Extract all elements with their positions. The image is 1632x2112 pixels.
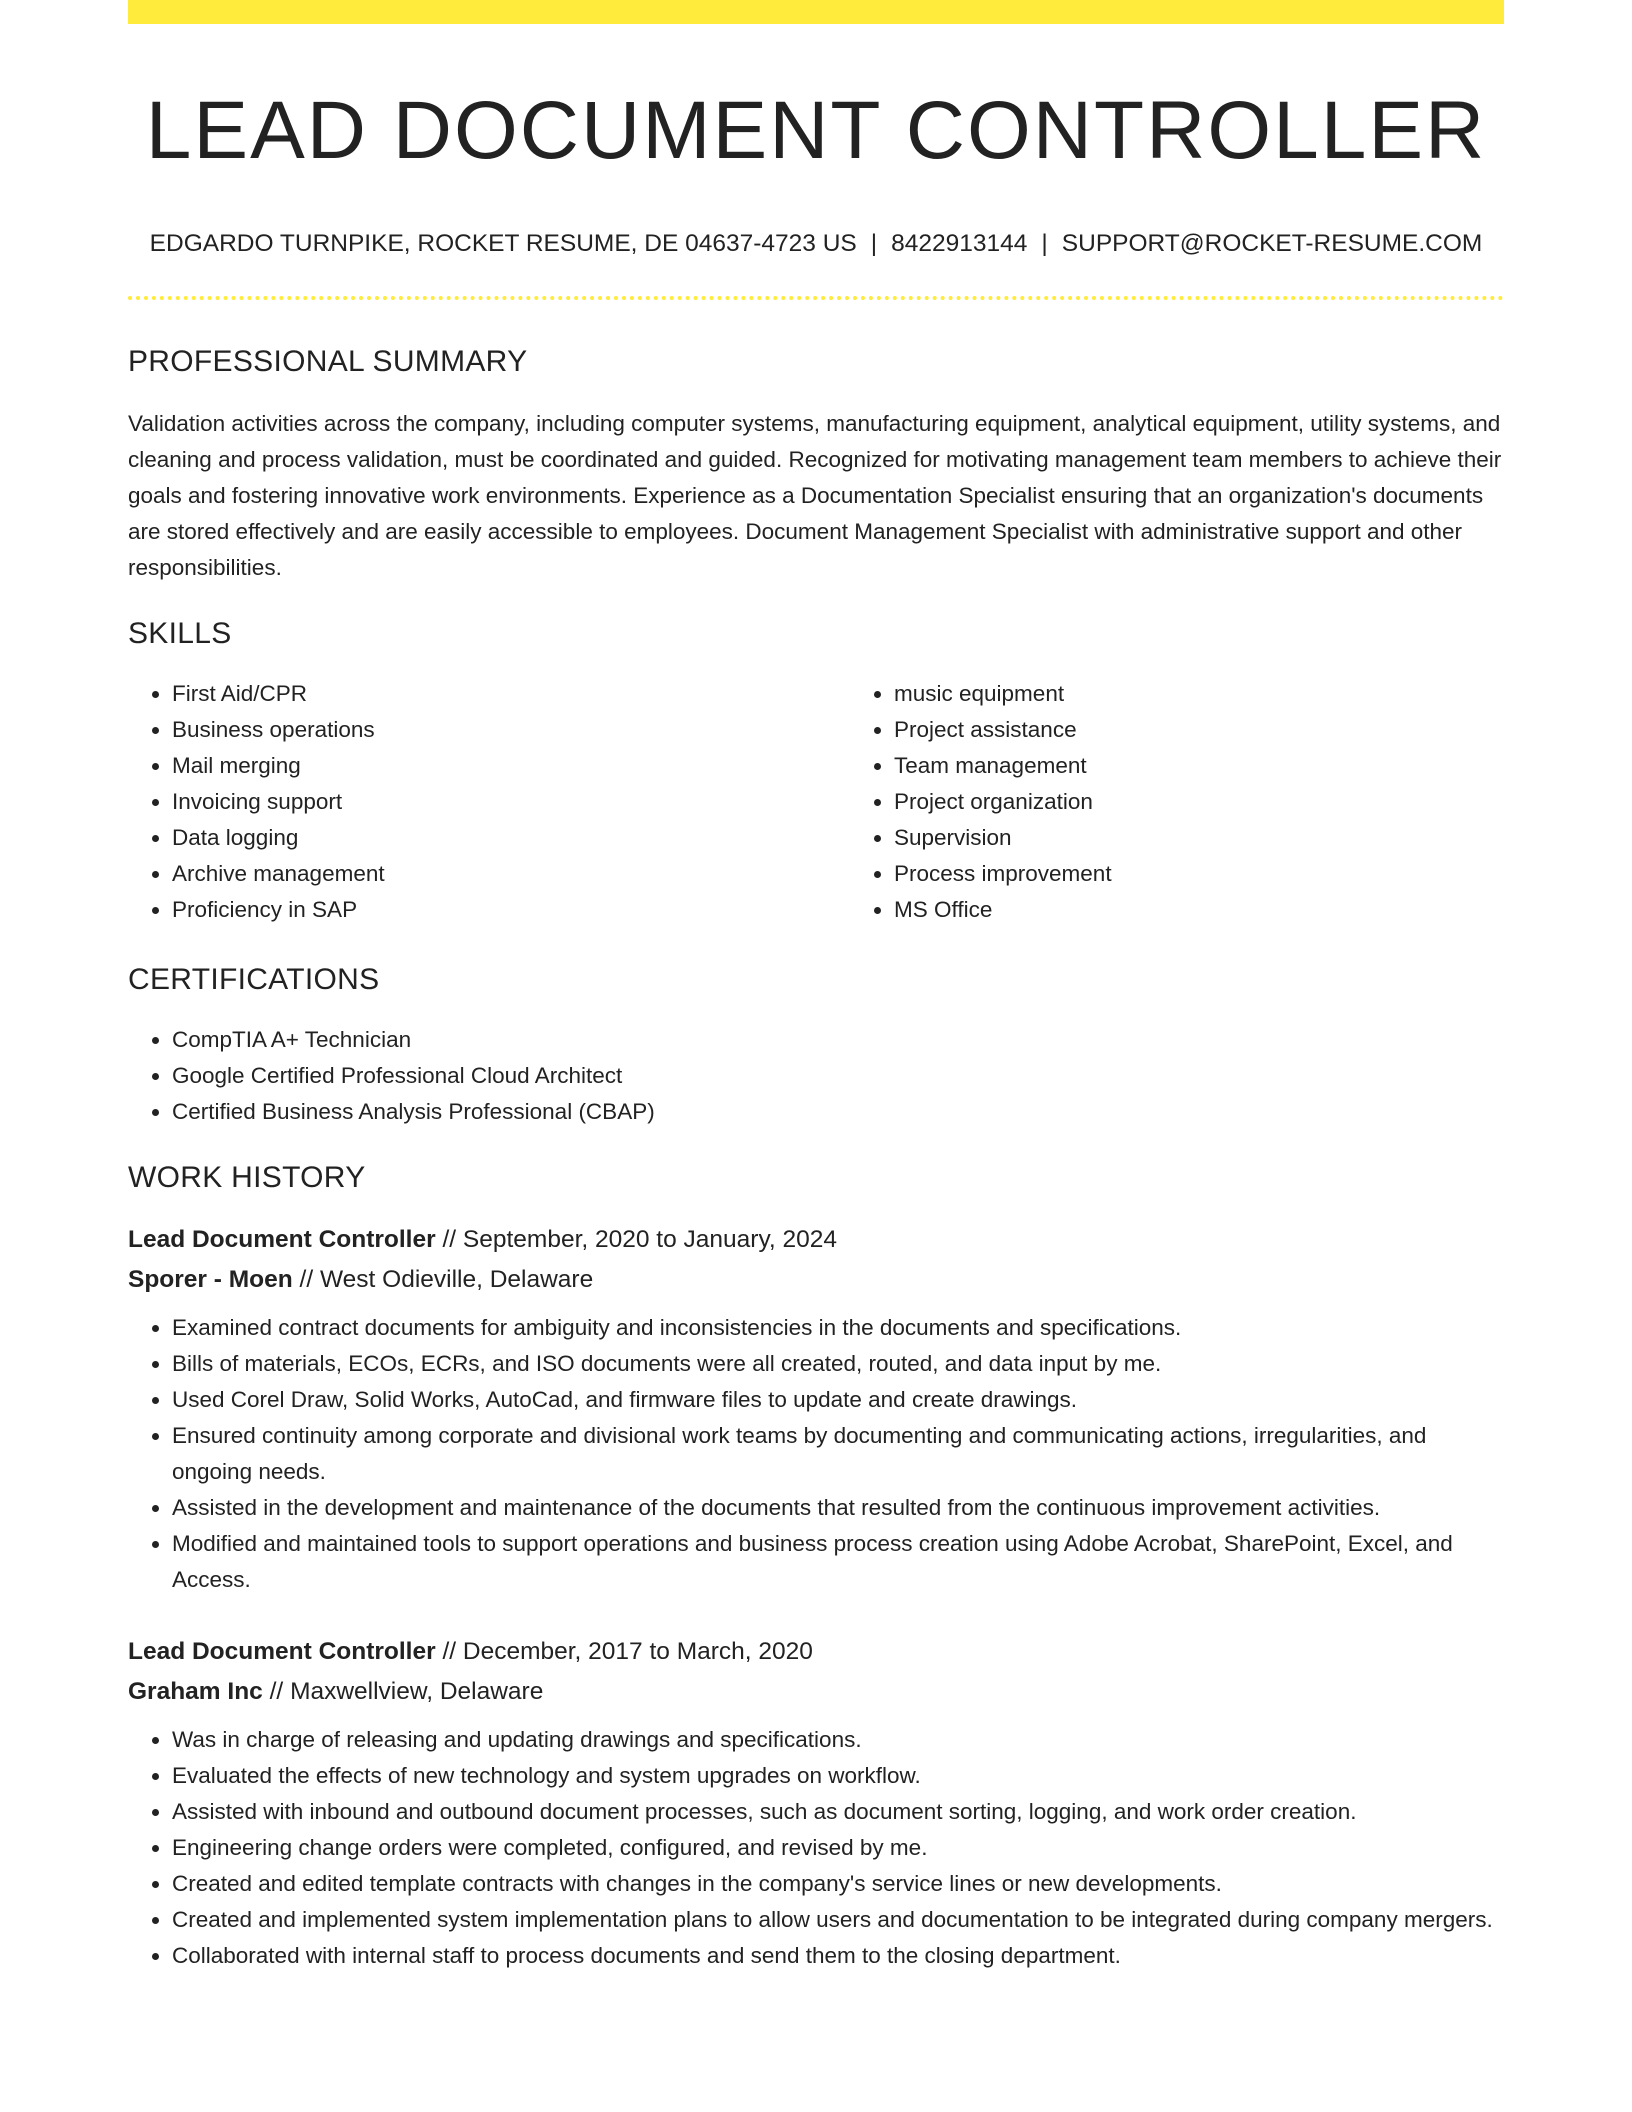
job-bullet: • Evaluated the effects of new technology and system upgrades on workflow. bbox=[172, 1758, 1504, 1794]
skill-item: • First Aid/CPR bbox=[172, 676, 850, 712]
skill-item: • Invoicing support bbox=[172, 784, 850, 820]
work-history-heading: WORK HISTORY bbox=[128, 1161, 366, 1195]
skills-heading: SKILLS bbox=[128, 617, 232, 651]
job-bullet: • Engineering change orders were completed, configured, and revised by me. bbox=[172, 1830, 1504, 1866]
accent-bar bbox=[128, 0, 1504, 24]
job-location: Maxwellview, Delaware bbox=[290, 1678, 544, 1706]
job-role-line bbox=[128, 1220, 1504, 1260]
certifications-list bbox=[128, 1022, 1504, 1130]
job-location: West Odieville, Delaware bbox=[319, 1266, 594, 1294]
job-company: Graham Inc bbox=[128, 1678, 263, 1706]
job-bullet: • Was in charge of releasing and updating drawings and specifications. bbox=[172, 1722, 1504, 1758]
job-bullet: • Modified and maintained tools to support operations and business process creation using Adobe Acrobat, SharePoint, Excel, and Access. bbox=[172, 1526, 1504, 1598]
certifications-heading: CERTIFICATIONS bbox=[128, 963, 380, 997]
skill-item: • Data logging bbox=[172, 820, 850, 856]
contact-line bbox=[128, 230, 1504, 258]
contact-separator: | bbox=[870, 230, 878, 258]
job-divider: // bbox=[269, 1678, 284, 1706]
job-divider: // bbox=[442, 1226, 457, 1254]
job-divider: // bbox=[442, 1638, 457, 1666]
summary-heading: PROFESSIONAL SUMMARY bbox=[128, 345, 528, 379]
job-company-line bbox=[128, 1260, 1504, 1300]
job-dates: September, 2020 to January, 2024 bbox=[462, 1226, 838, 1254]
contact-email: SUPPORT@ROCKET-RESUME.COM bbox=[1061, 230, 1483, 258]
certification-item: • Certified Business Analysis Professional (CBAP) bbox=[172, 1094, 1504, 1130]
skills-columns bbox=[128, 676, 1504, 928]
job-company-line bbox=[128, 1672, 1504, 1712]
job-bullet: • Collaborated with internal staff to process documents and send them to the closing department. bbox=[172, 1938, 1504, 1974]
skill-item: • Archive management bbox=[172, 856, 850, 892]
skill-item: • Proficiency in SAP bbox=[172, 892, 850, 928]
job-bullet: • Created and implemented system implementation plans to allow users and documentation to be integrated during company mergers. bbox=[172, 1902, 1504, 1938]
job-divider: // bbox=[299, 1266, 314, 1294]
certification-item: • Google Certified Professional Cloud Architect bbox=[172, 1058, 1504, 1094]
contact-address: EDGARDO TURNPIKE, ROCKET RESUME, DE 04637-4723 US bbox=[149, 230, 857, 258]
certification-item: • CompTIA A+ Technician bbox=[172, 1022, 1504, 1058]
job-bullets bbox=[128, 1310, 1504, 1598]
skill-item: • Business operations bbox=[172, 712, 850, 748]
skill-item: • Mail merging bbox=[172, 748, 850, 784]
skills-right-list bbox=[850, 676, 1572, 928]
job-company: Sporer - Moen bbox=[128, 1266, 293, 1294]
resume-page bbox=[128, 0, 1504, 1974]
skill-item: • MS Office bbox=[894, 892, 1572, 928]
job-role: Lead Document Controller bbox=[128, 1638, 436, 1666]
skill-item: • Supervision bbox=[894, 820, 1572, 856]
skill-item: • Process improvement bbox=[894, 856, 1572, 892]
contact-phone: 8422913144 bbox=[891, 230, 1028, 258]
resume-title: LEAD DOCUMENT CONTROLLER bbox=[145, 85, 1487, 176]
job-entry bbox=[128, 1220, 1504, 1598]
job-bullet: • Ensured continuity among corporate and divisional work teams by documenting and communicating actions, irregularities, and ongoing needs. bbox=[172, 1418, 1504, 1490]
skill-item: • Team management bbox=[894, 748, 1572, 784]
skill-item: • Project assistance bbox=[894, 712, 1572, 748]
job-role: Lead Document Controller bbox=[128, 1226, 436, 1254]
job-bullet: • Bills of materials, ECOs, ECRs, and ISO documents were all created, routed, and data input by me. bbox=[172, 1346, 1504, 1382]
job-bullet: • Created and edited template contracts with changes in the company's service lines or new developments. bbox=[172, 1866, 1504, 1902]
job-bullet: • Assisted with inbound and outbound document processes, such as document sorting, logging, and work order creation. bbox=[172, 1794, 1504, 1830]
job-bullet: • Assisted in the development and maintenance of the documents that resulted from the continuous improvement activities. bbox=[172, 1490, 1504, 1526]
skills-left-list bbox=[128, 676, 850, 928]
job-bullets bbox=[128, 1722, 1504, 1974]
skill-item: • Project organization bbox=[894, 784, 1572, 820]
dotted-divider bbox=[128, 296, 1504, 300]
job-role-line bbox=[128, 1632, 1504, 1672]
job-dates: December, 2017 to March, 2020 bbox=[462, 1638, 813, 1666]
skill-item: • music equipment bbox=[894, 676, 1572, 712]
job-bullet: • Used Corel Draw, Solid Works, AutoCad, and firmware files to update and create drawings. bbox=[172, 1382, 1504, 1418]
job-bullet: • Examined contract documents for ambiguity and inconsistencies in the documents and specifications. bbox=[172, 1310, 1504, 1346]
contact-separator: | bbox=[1041, 230, 1048, 258]
job-entry bbox=[128, 1632, 1504, 1974]
summary-text: Validation activities across the company, including computer systems, manufacturing equipment, analytical equipment, utility systems, and cleaning and process validation, must be coordinated and guided. Recognized for motivating management team members to achieve their goals and fostering innovative work environments. Experience as a Documentation Specialist ensuring that an organization's documents are stored effectively and are easily accessible to employees. Document Management Specialist with administrative support and other responsibilities. bbox=[128, 411, 1502, 581]
